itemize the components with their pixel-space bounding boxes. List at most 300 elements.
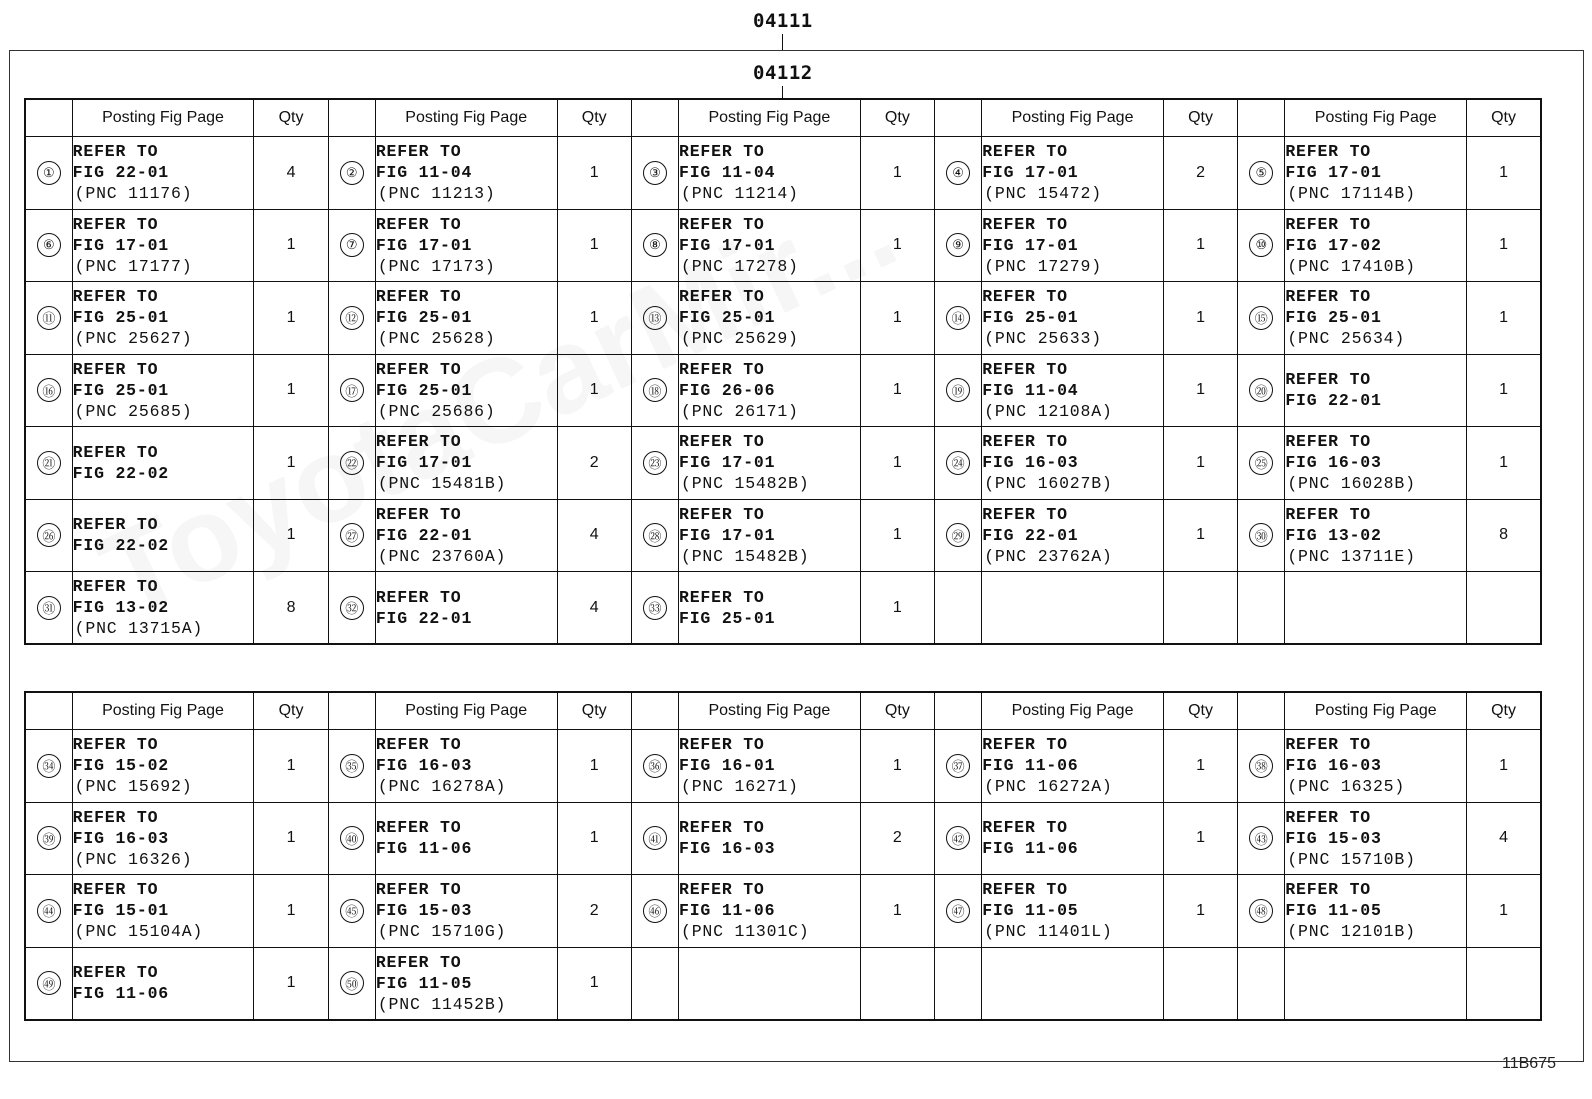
fig-page-text: FIG 17-01 <box>982 163 1079 183</box>
fig-page-text: FIG 16-03 <box>1285 453 1382 473</box>
table-row <box>25 354 1541 427</box>
qty-cell: 1 <box>557 802 631 875</box>
fig-page-text: FIG 22-01 <box>375 608 473 628</box>
item-number-cell <box>1238 730 1285 803</box>
qty-cell: 1 <box>254 875 328 948</box>
reference-cell <box>375 209 557 282</box>
pnc-text: (PNC 25629) <box>681 329 799 349</box>
refer-to-text: REFER TO <box>1285 370 1371 390</box>
reference-cell <box>679 499 861 572</box>
item-number-badge: ⑰ <box>340 378 364 402</box>
header-blank <box>631 692 678 730</box>
table-row <box>25 427 1541 500</box>
qty-cell: 1 <box>254 282 328 355</box>
reference-cell <box>982 875 1164 948</box>
fig-page-text: FIG 11-04 <box>375 163 473 183</box>
qty-cell: 1 <box>860 730 934 803</box>
qty-cell: 1 <box>557 209 631 282</box>
fig-page-text: FIG 17-01 <box>982 235 1079 255</box>
item-number-badge: ㊵ <box>340 826 364 850</box>
item-number-cell <box>631 137 678 210</box>
qty-cell: 1 <box>1467 354 1541 427</box>
table-row <box>25 137 1541 210</box>
item-number-badge: ㊹ <box>37 899 61 923</box>
reference-cell <box>679 137 861 210</box>
refer-to-text: REFER TO <box>982 287 1068 307</box>
reference-cell <box>982 209 1164 282</box>
reference-cell <box>375 875 557 948</box>
refer-to-text: REFER TO <box>375 587 462 607</box>
qty-cell <box>860 947 934 1020</box>
pnc-text: (PNC 15472) <box>984 184 1102 204</box>
item-number-badge: ② <box>340 161 364 185</box>
qty-cell: 1 <box>860 499 934 572</box>
refer-to-text: REFER TO <box>72 807 159 827</box>
refer-to-text: REFER TO <box>375 735 462 755</box>
fig-page-text: FIG 16-03 <box>679 839 776 859</box>
qty-cell: 1 <box>254 947 328 1020</box>
item-number-cell <box>25 875 72 948</box>
reference-cell <box>72 730 254 803</box>
fig-page-text: FIG 11-06 <box>679 901 776 921</box>
item-number-cell <box>935 209 982 282</box>
reference-cell <box>982 572 1164 645</box>
fig-page-text: FIG 16-01 <box>679 756 776 776</box>
refer-to-text: REFER TO <box>375 214 462 234</box>
refer-to-text: REFER TO <box>679 287 765 307</box>
refer-to-text: REFER TO <box>1285 735 1371 755</box>
header-qty: Qty <box>557 99 631 137</box>
fig-page-text: FIG 25-01 <box>375 380 473 400</box>
qty-cell: 8 <box>254 572 328 645</box>
fig-page-text: FIG 22-01 <box>982 525 1079 545</box>
item-number-cell <box>25 499 72 572</box>
fig-page-text: FIG 16-03 <box>1285 756 1382 776</box>
item-number-cell <box>935 572 982 645</box>
fig-page-text: FIG 22-01 <box>375 525 473 545</box>
fig-page-text: FIG 11-04 <box>679 163 776 183</box>
refer-to-text: REFER TO <box>72 287 159 307</box>
qty-cell: 1 <box>1467 137 1541 210</box>
pnc-text: (PNC 16028B) <box>1287 474 1416 494</box>
qty-cell: 1 <box>254 802 328 875</box>
item-number-cell <box>1238 499 1285 572</box>
item-number-badge: ⑲ <box>946 378 970 402</box>
pnc-text: (PNC 11213) <box>377 184 496 204</box>
refer-to-text: REFER TO <box>982 735 1068 755</box>
header-blank <box>25 692 72 730</box>
fig-page-text: FIG 26-06 <box>679 380 776 400</box>
qty-cell: 2 <box>557 875 631 948</box>
callout-04111-leader <box>782 34 783 50</box>
header-qty: Qty <box>557 692 631 730</box>
header-blank <box>935 692 982 730</box>
pnc-text: (PNC 17177) <box>74 256 193 276</box>
fig-page-text: FIG 16-03 <box>982 453 1079 473</box>
refer-to-text: REFER TO <box>1285 807 1371 827</box>
refer-to-text: REFER TO <box>1285 432 1371 452</box>
item-number-cell <box>631 802 678 875</box>
reference-cell <box>679 427 861 500</box>
item-number-badge: ㊲ <box>946 754 970 778</box>
pnc-text: (PNC 11452B) <box>377 994 507 1014</box>
reference-cell <box>72 947 254 1020</box>
item-number-cell <box>1238 802 1285 875</box>
refer-to-text: REFER TO <box>679 432 765 452</box>
item-number-cell <box>935 730 982 803</box>
item-number-badge: ㊱ <box>643 754 667 778</box>
header-posting-fig-page: Posting Fig Page <box>1285 99 1467 137</box>
reference-cell <box>1285 875 1467 948</box>
item-number-badge: ㉞ <box>37 754 61 778</box>
reference-cell <box>72 802 254 875</box>
qty-cell: 1 <box>1163 730 1237 803</box>
refer-to-text: REFER TO <box>1285 287 1371 307</box>
fig-page-text: FIG 11-06 <box>982 756 1079 776</box>
refer-to-text: REFER TO <box>375 504 462 524</box>
fig-page-text: FIG 25-01 <box>1285 308 1382 328</box>
header-posting-fig-page: Posting Fig Page <box>1285 692 1467 730</box>
item-number-badge: ㊸ <box>1249 826 1273 850</box>
refer-to-text: REFER TO <box>1285 504 1371 524</box>
item-number-badge: ⑫ <box>340 306 364 330</box>
reference-cell <box>1285 354 1467 427</box>
fig-page-text: FIG 17-01 <box>375 235 473 255</box>
item-number-cell <box>328 137 375 210</box>
refer-to-text: REFER TO <box>679 142 765 162</box>
qty-cell: 1 <box>557 354 631 427</box>
reference-cell <box>1285 947 1467 1020</box>
fig-page-text: FIG 17-01 <box>679 453 776 473</box>
pnc-text: (PNC 25686) <box>377 401 496 421</box>
refer-to-text: REFER TO <box>982 504 1068 524</box>
refer-to-text: REFER TO <box>1285 142 1371 162</box>
item-number-cell <box>1238 209 1285 282</box>
pnc-text: (PNC 16325) <box>1287 777 1406 797</box>
qty-cell: 1 <box>254 499 328 572</box>
item-number-badge: ㉓ <box>643 451 667 475</box>
reference-cell <box>679 802 861 875</box>
pnc-text: (PNC 16027B) <box>984 474 1113 494</box>
fig-page-text: FIG 25-01 <box>72 380 169 400</box>
header-qty: Qty <box>1467 692 1541 730</box>
item-number-cell <box>25 137 72 210</box>
header-posting-fig-page: Posting Fig Page <box>375 692 557 730</box>
header-qty: Qty <box>1163 692 1237 730</box>
refer-to-text: REFER TO <box>1285 880 1371 900</box>
pnc-text: (PNC 15710G) <box>377 922 507 942</box>
refer-to-text: REFER TO <box>679 587 765 607</box>
reference-cell <box>982 499 1164 572</box>
qty-cell: 1 <box>1163 354 1237 427</box>
table-row <box>25 282 1541 355</box>
item-number-badge: ⑪ <box>37 306 61 330</box>
item-number-badge: ㉝ <box>643 596 667 620</box>
item-number-cell <box>935 427 982 500</box>
refer-to-text: REFER TO <box>375 142 462 162</box>
refer-to-text: REFER TO <box>72 515 159 535</box>
item-number-badge: ㊷ <box>946 826 970 850</box>
reference-cell <box>72 572 254 645</box>
item-number-cell <box>1238 354 1285 427</box>
fig-page-text: FIG 17-01 <box>1285 163 1382 183</box>
item-number-cell <box>328 730 375 803</box>
item-number-cell <box>328 427 375 500</box>
fig-page-text: FIG 22-01 <box>72 163 169 183</box>
item-number-cell <box>631 354 678 427</box>
item-number-cell <box>631 209 678 282</box>
item-number-cell <box>631 875 678 948</box>
reference-cell <box>375 572 557 645</box>
item-number-cell <box>1238 137 1285 210</box>
qty-cell: 1 <box>254 427 328 500</box>
pnc-text: (PNC 15710B) <box>1287 849 1416 869</box>
header-blank <box>631 99 678 137</box>
fig-page-text: FIG 22-02 <box>72 536 169 556</box>
reference-cell <box>1285 137 1467 210</box>
reference-cell <box>375 499 557 572</box>
item-number-badge: ㉙ <box>946 523 970 547</box>
item-number-cell <box>935 282 982 355</box>
refer-to-text: REFER TO <box>679 735 765 755</box>
reference-cell <box>679 282 861 355</box>
item-number-cell <box>328 802 375 875</box>
item-number-badge: ⑮ <box>1249 306 1273 330</box>
qty-cell: 1 <box>860 209 934 282</box>
reference-cell <box>679 354 861 427</box>
fig-page-text: FIG 17-01 <box>375 453 473 473</box>
item-number-badge: ⑳ <box>1249 378 1273 402</box>
fig-page-text: FIG 11-05 <box>982 901 1079 921</box>
qty-cell: 1 <box>557 730 631 803</box>
refer-to-text: REFER TO <box>982 818 1068 838</box>
fig-page-text: FIG 16-03 <box>375 756 473 776</box>
item-number-cell <box>935 499 982 572</box>
refer-to-text: REFER TO <box>72 880 159 900</box>
qty-cell: 1 <box>557 137 631 210</box>
qty-cell: 1 <box>1467 875 1541 948</box>
pnc-text: (PNC 16272A) <box>984 777 1113 797</box>
fig-page-text: FIG 11-06 <box>982 839 1079 859</box>
qty-cell: 1 <box>1467 427 1541 500</box>
item-number-cell <box>935 137 982 210</box>
item-number-badge: ㉖ <box>37 523 61 547</box>
pnc-text: (PNC 16326) <box>74 849 193 869</box>
callout-04112: 04112 <box>753 62 813 84</box>
item-number-badge: ㊳ <box>1249 754 1273 778</box>
item-number-badge: ㉗ <box>340 523 364 547</box>
fig-page-text: FIG 15-01 <box>72 901 169 921</box>
reference-cell <box>1285 802 1467 875</box>
qty-cell: 1 <box>1163 209 1237 282</box>
reference-cell <box>375 282 557 355</box>
reference-cell <box>1285 282 1467 355</box>
qty-cell: 4 <box>557 499 631 572</box>
header-posting-fig-page: Posting Fig Page <box>72 99 254 137</box>
item-number-cell <box>328 875 375 948</box>
item-number-badge: ㉕ <box>1249 451 1273 475</box>
item-number-badge: ④ <box>946 161 970 185</box>
item-number-badge: ⑦ <box>340 233 364 257</box>
fig-page-text: FIG 15-02 <box>72 756 169 776</box>
fig-page-text: FIG 15-03 <box>375 901 473 921</box>
qty-cell <box>1467 572 1541 645</box>
item-number-badge: ㉚ <box>1249 523 1273 547</box>
item-number-badge: ㊿ <box>340 971 364 995</box>
pnc-text: (PNC 15482B) <box>681 546 810 566</box>
pnc-text: (PNC 17114B) <box>1287 184 1416 204</box>
item-number-badge: ㊽ <box>1249 899 1273 923</box>
table-row <box>25 875 1541 948</box>
header-qty: Qty <box>254 692 328 730</box>
pnc-text: (PNC 11214) <box>681 184 799 204</box>
header-row <box>25 692 1541 730</box>
qty-cell: 1 <box>1163 282 1237 355</box>
item-number-cell <box>631 282 678 355</box>
reference-cell <box>72 499 254 572</box>
fig-page-text: FIG 15-03 <box>1285 828 1382 848</box>
header-qty: Qty <box>1163 99 1237 137</box>
callout-04111: 04111 <box>753 10 813 32</box>
reference-cell <box>375 427 557 500</box>
item-number-cell <box>328 209 375 282</box>
pnc-text: (PNC 16278A) <box>377 777 507 797</box>
reference-cell <box>1285 572 1467 645</box>
item-number-cell <box>328 947 375 1020</box>
table-row <box>25 802 1541 875</box>
fig-page-text: FIG 11-04 <box>982 380 1079 400</box>
reference-cell <box>1285 209 1467 282</box>
item-number-cell <box>631 427 678 500</box>
qty-cell: 4 <box>1467 802 1541 875</box>
refer-to-text: REFER TO <box>72 142 159 162</box>
reference-cell <box>72 875 254 948</box>
reference-cell <box>375 802 557 875</box>
pnc-text: (PNC 17410B) <box>1287 256 1416 276</box>
qty-cell: 1 <box>860 572 934 645</box>
item-number-cell <box>1238 427 1285 500</box>
reference-cell <box>679 730 861 803</box>
qty-cell: 1 <box>1163 802 1237 875</box>
header-blank <box>328 692 375 730</box>
header-qty: Qty <box>1467 99 1541 137</box>
header-posting-fig-page: Posting Fig Page <box>982 692 1164 730</box>
refer-to-text: REFER TO <box>982 142 1068 162</box>
fig-page-text: FIG 25-01 <box>679 308 776 328</box>
qty-cell: 1 <box>254 354 328 427</box>
header-blank <box>1238 692 1285 730</box>
item-number-cell <box>328 354 375 427</box>
reference-cell <box>679 947 861 1020</box>
item-number-badge: ⑭ <box>946 306 970 330</box>
refer-to-text: REFER TO <box>679 359 765 379</box>
reference-cell <box>679 875 861 948</box>
refer-to-text: REFER TO <box>375 287 462 307</box>
pnc-text: (PNC 15104A) <box>74 922 204 942</box>
qty-cell: 1 <box>254 209 328 282</box>
reference-cell <box>982 137 1164 210</box>
pnc-text: (PNC 13715A) <box>74 619 204 638</box>
refer-to-text: REFER TO <box>679 880 765 900</box>
pnc-text: (PNC 16271) <box>681 777 799 797</box>
qty-cell: 1 <box>860 875 934 948</box>
reference-cell <box>679 209 861 282</box>
refer-to-text: REFER TO <box>982 432 1068 452</box>
fig-page-text: FIG 11-06 <box>375 839 473 859</box>
item-number-cell <box>25 427 72 500</box>
fig-page-text: FIG 25-01 <box>679 608 776 628</box>
item-number-badge: ㉟ <box>340 754 364 778</box>
fig-page-text: FIG 11-05 <box>1285 901 1382 921</box>
pnc-text: (PNC 25685) <box>74 401 193 421</box>
qty-cell: 4 <box>254 137 328 210</box>
table-row <box>25 209 1541 282</box>
item-number-badge: ⑨ <box>946 233 970 257</box>
item-number-badge: ① <box>37 161 61 185</box>
qty-cell: 1 <box>1163 499 1237 572</box>
item-number-cell <box>1238 947 1285 1020</box>
refer-to-text: REFER TO <box>72 735 159 755</box>
header-qty: Qty <box>860 692 934 730</box>
item-number-badge: ㊾ <box>37 971 61 995</box>
header-qty: Qty <box>254 99 328 137</box>
fig-page-text: FIG 16-03 <box>72 828 169 848</box>
item-number-badge: ㉔ <box>946 451 970 475</box>
qty-cell: 2 <box>860 802 934 875</box>
pnc-text: (PNC 25628) <box>377 329 496 349</box>
item-number-badge: ㉑ <box>37 451 61 475</box>
reference-cell <box>72 282 254 355</box>
item-number-badge: ⑬ <box>643 306 667 330</box>
qty-cell: 2 <box>557 427 631 500</box>
figure-code: 11B675 <box>1502 1055 1556 1072</box>
pnc-text: (PNC 11301C) <box>681 922 810 942</box>
refer-to-text: REFER TO <box>1285 214 1371 234</box>
pnc-text: (PNC 23762A) <box>984 546 1113 566</box>
item-number-cell <box>935 354 982 427</box>
reference-cell <box>1285 427 1467 500</box>
reference-cell <box>982 354 1164 427</box>
refer-to-text: REFER TO <box>375 359 462 379</box>
qty-cell: 1 <box>1467 730 1541 803</box>
reference-cell <box>375 730 557 803</box>
qty-cell <box>1163 572 1237 645</box>
table-row <box>25 499 1541 572</box>
fig-page-text: FIG 13-02 <box>72 598 169 617</box>
item-number-badge: ㊺ <box>340 899 364 923</box>
table-row <box>25 730 1541 803</box>
item-number-badge: ㉘ <box>643 523 667 547</box>
table-row <box>25 572 1541 645</box>
item-number-cell <box>328 572 375 645</box>
pnc-text: (PNC 15482B) <box>681 474 810 494</box>
item-number-cell <box>631 499 678 572</box>
reference-cell <box>679 572 861 645</box>
header-blank <box>25 99 72 137</box>
item-number-cell <box>328 282 375 355</box>
reference-cell <box>982 282 1164 355</box>
fig-page-text: FIG 17-01 <box>679 525 776 545</box>
item-number-badge: ⑥ <box>37 233 61 257</box>
item-number-badge: ㉛ <box>37 596 61 620</box>
qty-cell: 1 <box>254 730 328 803</box>
item-number-badge: ㊼ <box>946 899 970 923</box>
pnc-text: (PNC 12108A) <box>984 401 1113 421</box>
fig-page-text: FIG 17-01 <box>679 235 776 255</box>
reference-cell <box>72 354 254 427</box>
refer-to-text: REFER TO <box>375 432 462 452</box>
refer-to-text: REFER TO <box>72 442 159 462</box>
